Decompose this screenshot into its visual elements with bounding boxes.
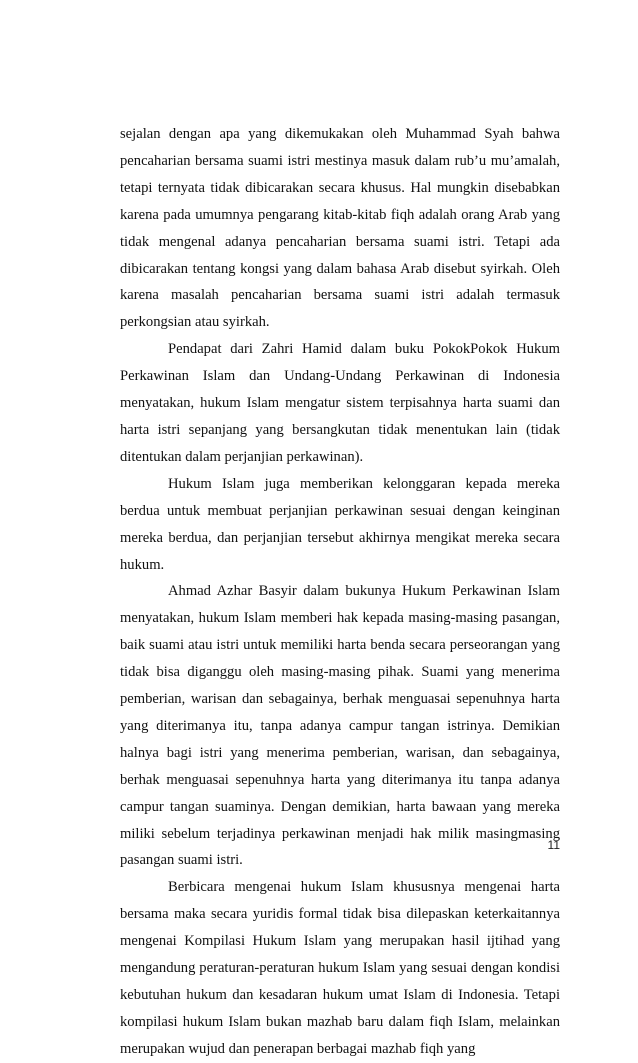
paragraph-continued: sejalan dengan apa yang dikemukakan oleh Muhammad Syah bahwa pencaharian bersama suami istri mestinya masuk dalam rub’u mu’amalah, tetapi ternyata tidak dibicarakan secara khusus. Hal mungkin disebabkan karena pada umumnya pengarang kitab-kitab fiqh adalah orang Arab yang tidak mengenal adanya pencaharian bersama suami istri. Tetapi ada dibicarakan tentang kongsi yang dalam bahasa Arab disebut syirkah. Oleh karena masalah pencaharian bersama suami istri adalah termasuk perkongsian atau syirkah. [120, 126, 560, 331]
paragraph-zahri-hamid: Pendapat dari Zahri Hamid dalam buku PokokPokok Hukum Perkawinan Islam dan Undang-Undang Perkawinan di Indonesia menyatakan, hukum Islam mengatur sistem terpisahnya harta suami dan harta istri sepanjang yang bersangkutan tidak menentukan lain (tidak ditentukan dalam perjanjian perkawinan). [120, 341, 560, 465]
paragraph-kompilasi: Berbicara mengenai hukum Islam khususnya mengenai harta bersama maka secara yuridis formal tidak bisa dilepaskan keterkaitannya mengenai Kompilasi Hukum Islam yang merupakan hasil ijtihad yang mengandung peraturan-peraturan hukum Islam yang sesuai dengan kondisi kebutuhan hukum dan kesadaran hukum umat Islam di Indonesia. Tetapi kompilasi hukum Islam bukan mazhab baru dalam fiqh Islam, melainkan merupakan wujud dan penerapan berbagai mazhab fiqh yang [120, 879, 560, 1057]
page-number: 11 [547, 838, 560, 852]
paragraph-azhar-basyir: Ahmad Azhar Basyir dalam bukunya Hukum Perkawinan Islam menyatakan, hukum Islam memberi hak kepada masing-masing pasangan, baik suami atau istri untuk memiliki harta benda secara perseorangan yang tidak bisa diganggu oleh masing-masing pihak. Suami yang menerima pemberian, warisan dan sebagainya, berhak menguasai sepenuhnya harta yang diterimanya itu, tanpa adanya campur tangan istrinya. Demikian halnya bagi istri yang menerima pemberian, warisan, dan sebagainya, berhak menguasai sepenuhnya harta yang diterimanya itu tanpa adanya campur tangan suaminya. Dengan demikian, harta bawaan yang mereka miliki sebelum terjadinya perkawinan menjadi hak milik masingmasing pasangan suami istri. [120, 583, 560, 869]
body-text [120, 121, 560, 1063]
paragraph-kelonggaran: Hukum Islam juga memberikan kelonggaran kepada mereka berdua untuk membuat perjanjian perkawinan sesuai dengan keinginan mereka berdua, dan perjanjian tersebut akhirnya mengikat mereka secara hukum. [120, 475, 560, 573]
